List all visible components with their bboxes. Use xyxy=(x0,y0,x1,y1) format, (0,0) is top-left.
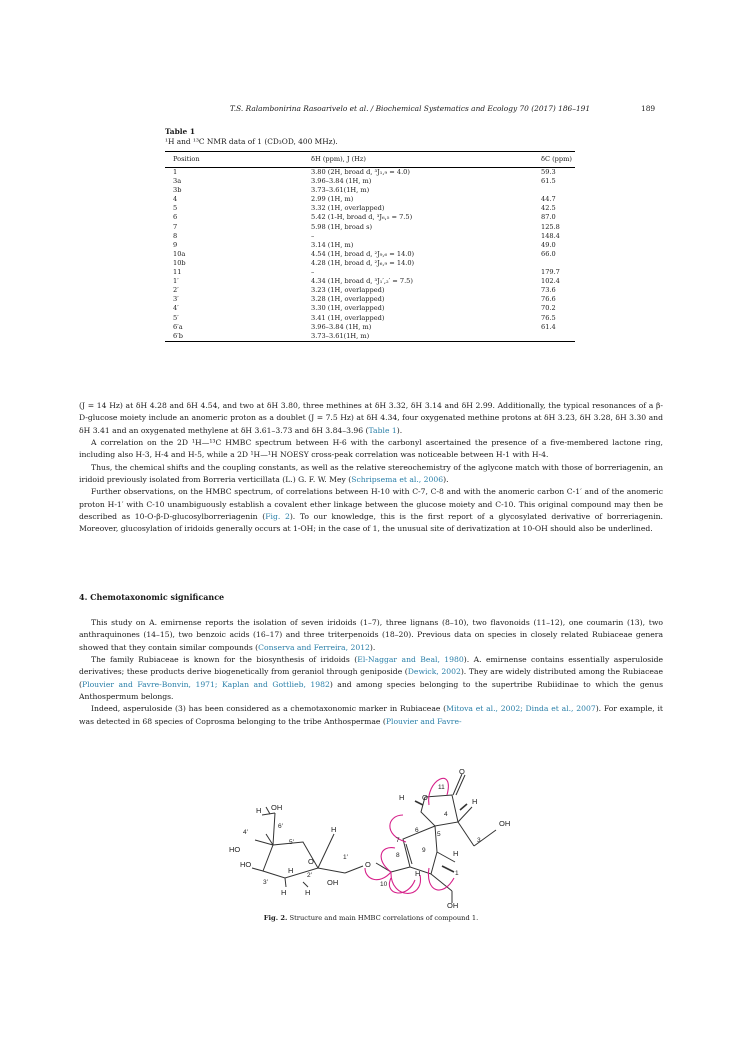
hmbc-arrow xyxy=(381,848,395,872)
cell-position: 6 xyxy=(173,213,178,222)
cell-proton: 3.73–3.61(1H, m) xyxy=(303,332,533,342)
atom-label: H xyxy=(331,825,337,834)
table-row xyxy=(165,223,575,232)
cell-position: 4 xyxy=(173,195,178,204)
atom-label: HO xyxy=(229,845,241,854)
cell-proton: 3.23 (1H, overlapped) xyxy=(311,286,385,295)
table-1-link[interactable]: Table 1 xyxy=(368,425,397,435)
atom-label: 1′ xyxy=(343,854,348,861)
cell-carbon: 70.2 xyxy=(541,304,556,313)
column-header-proton: δH (ppm), J (Hz) xyxy=(303,152,533,168)
table-caption xyxy=(165,127,338,147)
citation-link[interactable]: Dewick, 2002 xyxy=(407,667,461,677)
citation-link[interactable]: Schripsema et al., 2006 xyxy=(351,475,444,485)
table-row xyxy=(165,286,575,295)
atom-label: 3 xyxy=(477,837,481,844)
figure-2-link[interactable]: Fig. 2 xyxy=(265,512,290,522)
paragraph: A correlation on the 2D ¹H—¹³C HMBC spectrum between H-6 with the carbonyl ascertained the presence of a five-membered lactone ring, including also H-3, H-4 and H-5, while a 2D ¹H—¹H NOESY cross-peak correlation was noticeable between H-1 with H-4. xyxy=(79,438,663,460)
cell-proton: 3.14 (1H, m) xyxy=(311,240,354,249)
figure-caption-text: Structure and main HMBC correlations of compound 1. xyxy=(289,914,479,922)
citation-link[interactable]: Conserva and Ferreira, 2012 xyxy=(258,642,370,652)
table-row xyxy=(165,186,575,195)
table-row xyxy=(165,204,575,213)
table-row xyxy=(165,332,575,342)
atom-label: 4 xyxy=(444,811,448,818)
atom-label: H xyxy=(256,806,262,815)
section-heading: 4. Chemotaxonomic significance xyxy=(79,592,225,602)
table-label: Table 1 xyxy=(165,127,195,136)
table-caption-text: ¹H and ¹³C NMR data of 1 (CD₃OD, 400 MHz). xyxy=(165,137,338,146)
atom-label: 6 xyxy=(415,827,419,834)
cell-carbon: 76.5 xyxy=(541,313,556,322)
table-row xyxy=(165,232,575,241)
atom-label: O xyxy=(459,767,465,776)
cell-carbon: 102.4 xyxy=(541,277,560,286)
citation-link[interactable]: Plouvier and Favre-Bonvin, 1971; Kaplan and Gottlieb, 1982 xyxy=(81,679,330,689)
atom-label: HO xyxy=(240,860,252,869)
cell-position: 1 xyxy=(173,168,178,176)
atom-label: 3′ xyxy=(263,879,268,886)
atom-label: 9 xyxy=(422,847,426,854)
citation-link[interactable]: Plouvier and Favre- xyxy=(385,716,462,726)
hmbc-arrow xyxy=(428,868,454,890)
cell-position: 3a xyxy=(173,177,182,186)
atom-label: H xyxy=(453,849,459,858)
atom-label: H xyxy=(288,866,294,875)
atom-label: H xyxy=(472,797,478,806)
citation-link[interactable]: Mitova et al., 2002; Dinda et al., 2007 xyxy=(446,704,596,714)
cell-carbon: 179.7 xyxy=(541,268,560,277)
table-row xyxy=(165,250,575,259)
atom-label: O xyxy=(422,793,428,802)
cell-position: 4′ xyxy=(173,304,179,313)
cell-proton: 3.28 (1H, overlapped) xyxy=(311,295,385,304)
cell-carbon: 44.7 xyxy=(541,195,556,204)
cell-position: 10a xyxy=(173,249,186,258)
atom-label: 4′ xyxy=(243,829,248,836)
atom-label: H xyxy=(399,793,405,802)
table-row xyxy=(165,241,575,250)
cell-position: 3′ xyxy=(173,295,179,304)
cell-proton: 3.96–3.84 (1H, m) xyxy=(311,322,372,331)
table-row xyxy=(165,277,575,286)
atom-label: 5 xyxy=(437,831,441,838)
atom-label: O xyxy=(365,860,371,869)
cell-proton: 3.73–3.61(1H, m) xyxy=(311,186,370,195)
cell-proton: – xyxy=(311,268,315,277)
atom-label: 10 xyxy=(380,881,388,888)
cell-proton: 3.96–3.84 (1H, m) xyxy=(311,177,372,186)
cell-proton: 3.30 (1H, overlapped) xyxy=(311,304,385,313)
cell-proton: 4.54 (1H, broad d, ²J₉,₆ = 14.0) xyxy=(311,249,415,258)
table-row xyxy=(165,195,575,204)
cell-carbon xyxy=(533,259,575,268)
atom-label: OH xyxy=(271,803,283,812)
cell-position: 2′ xyxy=(173,286,179,295)
cell-carbon: 148.4 xyxy=(541,231,560,240)
table-row xyxy=(165,168,575,178)
hmbc-arrow xyxy=(429,778,449,805)
running-head: T.S. Ralambonirina Rasoarivelo et al. / Biochemical Systematics and Ecology 70 (2017) 186–191 xyxy=(229,104,591,113)
nmr-data-table xyxy=(165,151,575,342)
cell-carbon: 73.6 xyxy=(541,286,556,295)
paragraph: Further observations, on the HMBC spectrum, of correlations between H-10 with C-7, C-8 and with the anomeric carbon C-1′ and of the anomeric proton H-1′ with C-10 unambiguously establish a covalent ether linkage between the glucose moiety and C-10. This original compound may then be described as 10-O-β-D-glucosylborreriagenin (Fig. 2). To our knowledge, this is the first report of a glycosylated derivative of borreriagenin. Moreover, glucosylation of iridoids generally occurs at 1-OH; in the case of 1, the unusual site of derivatization at 10-OH should also be underlined. xyxy=(79,487,663,534)
cell-carbon: 87.0 xyxy=(541,213,556,222)
atom-label: 5′ xyxy=(289,839,294,846)
cell-carbon: 125.8 xyxy=(541,222,560,231)
figure-label: Fig. 2. xyxy=(263,914,288,922)
cell-proton: – xyxy=(311,231,315,240)
column-header-carbon: δC (ppm) xyxy=(533,152,575,168)
cell-position: 3b xyxy=(173,186,182,195)
cell-position: 5′ xyxy=(173,313,179,322)
paragraph: Indeed, asperuloside (3) has been considered as a chemotaxonomic marker in Rubiaceae (Mitova et al., 2002; Dinda et al., 2007). For example, it was detected in 68 species of Coprosma belonging to the tribe Anthospermae (Plouvier and Favre- xyxy=(79,704,664,726)
cell-proton: 2.99 (1H, m) xyxy=(311,195,354,204)
atom-label: 2′ xyxy=(307,872,312,879)
cell-position: 1′ xyxy=(173,277,179,286)
figure-caption xyxy=(79,914,663,922)
table-row xyxy=(165,268,575,277)
atom-label: OH xyxy=(447,901,459,910)
cell-position: 8 xyxy=(173,231,178,240)
cell-carbon: 66.0 xyxy=(541,249,556,258)
atom-label: 11 xyxy=(438,784,445,791)
paragraph: Thus, the chemical shifts and the coupling constants, as well as the relative stereochemistry of the aglycone match with those of borreriagenin, an iridoid previously isolated from Borreria verticillata (L.) G. F. W. Mey (Schripsema et al., 2006). xyxy=(79,462,663,485)
table-row xyxy=(165,323,575,332)
cell-position: 10b xyxy=(173,258,186,267)
paragraph: (J = 14 Hz) at δH 4.28 and δH 4.54, and two at δH 3.80, three methines at δH 3.32, δH 3.14 and δH 2.99. Additionally, the typical resonances of a β-D-glucose moiety include an anomeric proton as a doublet (J = 7.5 Hz) at δH 4.34, four oxygenated methine protons at δH 3.23, δH 3.28, δH 3.30 and δH 3.41 and an oxygenated methylene at δH 3.61–3.73 and δH 3.84–3.96 (Table 1). xyxy=(79,401,663,435)
hmbc-arrow xyxy=(389,878,415,893)
cell-position: 6′a xyxy=(173,322,183,331)
paragraph: This study on A. emirnense reports the isolation of seven iridoids (1–7), three lignans (8–10), two flavonoids (11–12), one coumarin (13), two anthraquinones (14–15), two benzoic acids (16–17) and three triterpenoids (18–20). Previous data on species in closely related Rubiaceae genera showed that they contain similar compounds (Conserva and Ferreira, 2012). xyxy=(79,618,663,652)
table-row xyxy=(165,295,575,304)
cell-carbon: 61.5 xyxy=(541,177,556,186)
table-row xyxy=(165,259,575,268)
atom-label: H xyxy=(305,888,311,897)
cell-carbon: 76.6 xyxy=(541,295,556,304)
table-row xyxy=(165,314,575,323)
table-header-row xyxy=(165,152,575,168)
atom-label: 8 xyxy=(396,852,400,859)
table-row xyxy=(165,304,575,313)
atom-label: 6′ xyxy=(278,823,283,830)
cell-proton: 3.32 (1H, overlapped) xyxy=(311,204,385,213)
glucose-ring xyxy=(263,842,345,878)
cell-carbon: 49.0 xyxy=(541,240,556,249)
structure-figure xyxy=(215,760,545,910)
atom-label: H xyxy=(281,888,287,897)
cell-carbon: 59.3 xyxy=(541,168,556,176)
page-number: 189 xyxy=(641,104,656,113)
cell-proton: 5.98 (1H, broad s) xyxy=(311,222,373,231)
cell-carbon: 42.5 xyxy=(541,204,556,213)
cell-carbon xyxy=(533,332,575,342)
cell-carbon: 61.4 xyxy=(541,322,556,331)
cell-proton: 4.34 (1H, broad d, ³J₁′,₂′ = 7.5) xyxy=(311,277,413,286)
cell-position: 6′b xyxy=(165,332,303,342)
cell-position: 11 xyxy=(173,268,182,277)
cell-position: 5 xyxy=(173,204,178,213)
column-header-position: Position xyxy=(165,152,303,168)
atom-label: OH xyxy=(327,878,339,887)
table-row xyxy=(165,177,575,186)
paragraph: The family Rubiaceae is known for the biosynthesis of iridoids (El-Naggar and Beal, 1980). A. emirnense contains essentially asperuloside derivatives; these products derive biogenetically from geraniol through geniposide (Dewick, 2002). They are widely distributed among the Rubiaceae (Plouvier and Favre-Bonvin, 1971; Kaplan and Gottlieb, 1982) and among species belonging to the supertribe Rubiidinae to which the genus Anthospermum belongs. xyxy=(79,655,663,702)
atom-label: 1 xyxy=(455,870,459,877)
chemotaxonomy-text xyxy=(79,617,663,728)
atom-label: O xyxy=(308,857,314,866)
atom-label: OH xyxy=(499,819,511,828)
citation-link[interactable]: El-Naggar and Beal, 1980 xyxy=(357,655,464,665)
atom-label: 7 xyxy=(396,837,400,844)
cell-position: 7 xyxy=(173,222,178,231)
cell-proton: 3.80 (2H, broad d, ³J₁,₉ = 4.0) xyxy=(311,168,410,176)
results-text xyxy=(79,400,663,536)
atom-label: H xyxy=(415,869,421,878)
cell-proton: 5.42 (1-H, broad d, ³J₆,₅ = 7.5) xyxy=(311,213,413,222)
cell-proton: 4.28 (1H, broad d, ²J₆,₉ = 14.0) xyxy=(311,258,415,267)
cell-carbon xyxy=(533,186,575,195)
cell-position: 9 xyxy=(173,240,178,249)
table-row xyxy=(165,213,575,222)
cell-proton: 3.41 (1H, overlapped) xyxy=(311,313,385,322)
